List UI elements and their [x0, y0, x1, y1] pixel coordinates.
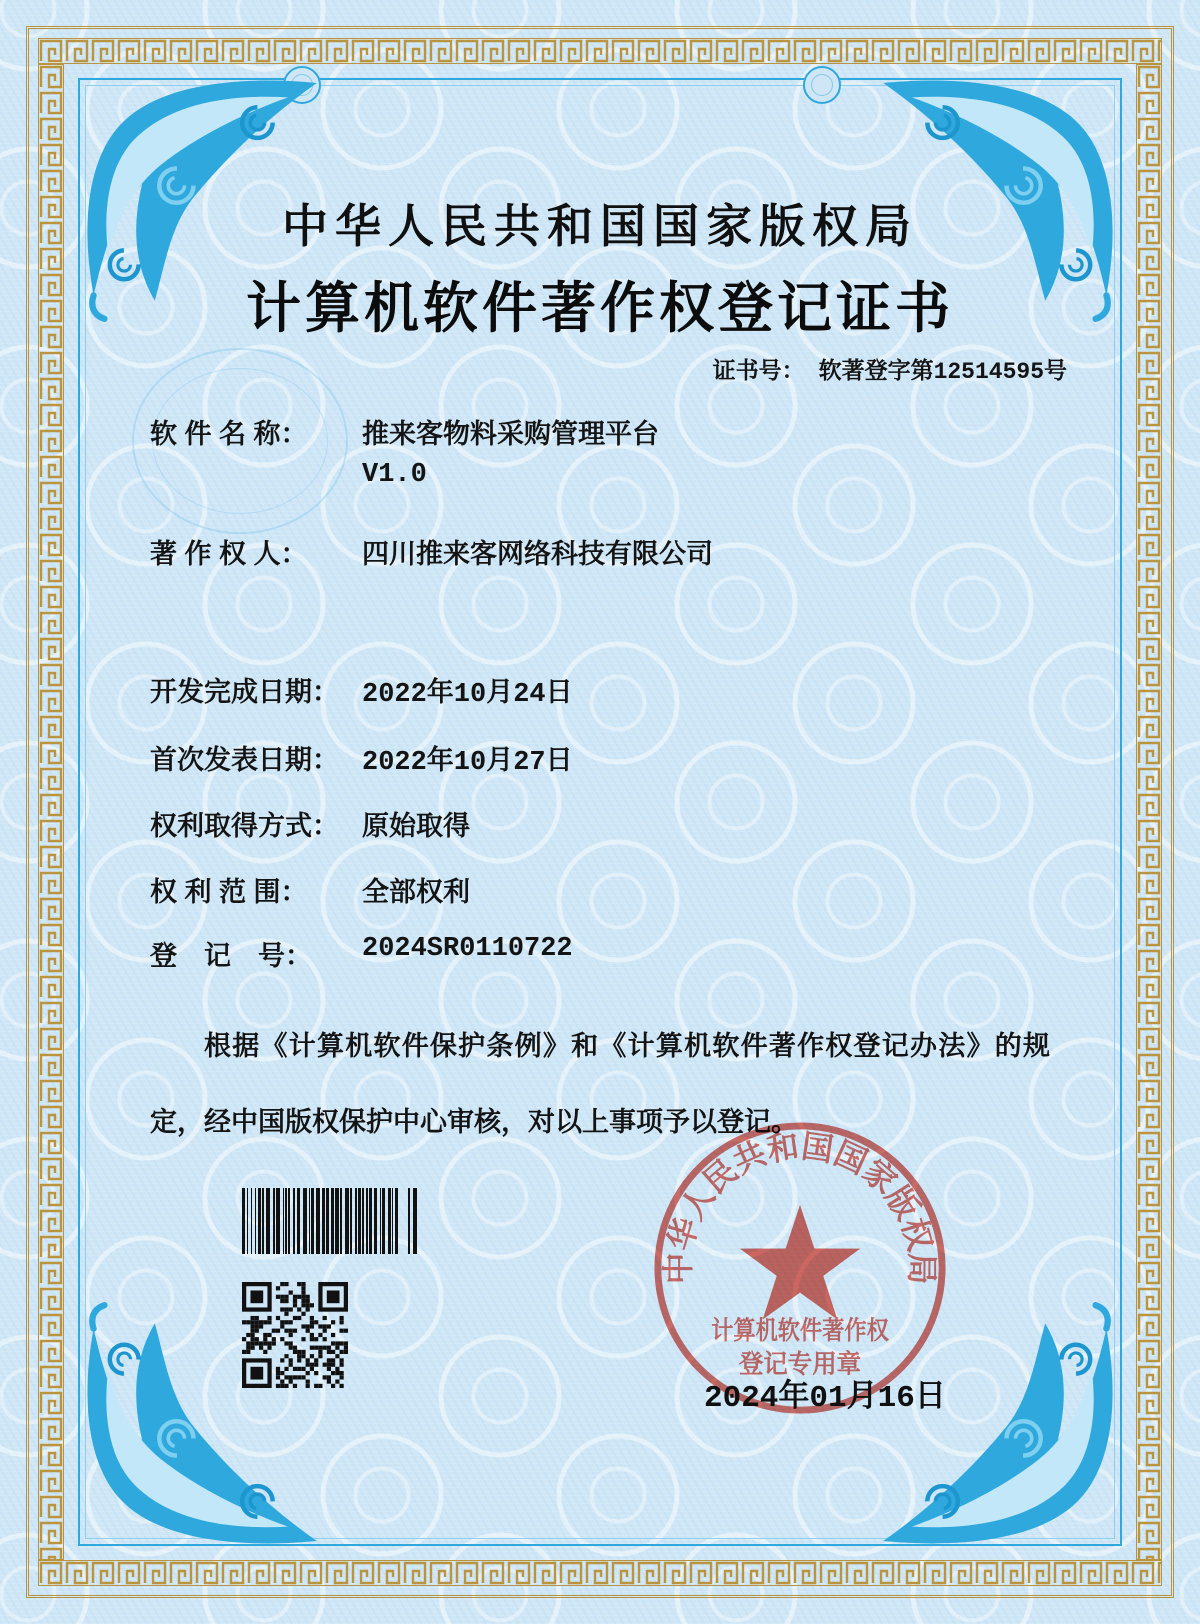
- field-row-rights-scope: [150, 870, 1090, 910]
- issuing-authority-title: 中华人民共和国国家版权局: [282, 201, 918, 252]
- software-version: V1.0: [362, 460, 427, 490]
- field-row-registration-number: [150, 934, 1090, 973]
- field-value: 2022年10月24日: [362, 680, 573, 710]
- field-row-software-name: [150, 412, 1090, 490]
- certificate-number-row: [713, 352, 1067, 385]
- seal-line1: 计算机软件著作权: [711, 1317, 917, 1346]
- field-row-dev-complete-date: [150, 670, 1090, 710]
- field-label: 开发完成日期：: [150, 677, 339, 707]
- registration-statement: 根据《计算机软件保护条例》和《计算机软件著作权登记办法》的规定，经中国版权保护中心审核，对以上事项予以登记。: [150, 1031, 1050, 1137]
- field-value: 原始取得: [362, 814, 470, 844]
- barcode: [242, 1188, 417, 1254]
- field-label: 著 作 权 人：: [150, 539, 308, 569]
- certificate-number-value: 软著登字第12514595号: [818, 359, 1067, 385]
- field-label: 软 件 名 称：: [150, 419, 308, 449]
- seal-ring-text: 中华人民共和国国家版权局: [661, 1128, 939, 1286]
- border-medallion: [803, 66, 841, 104]
- field-row-first-publish-date: [150, 738, 1090, 778]
- qr-code: [242, 1282, 348, 1388]
- field-value: 全部权利: [362, 880, 470, 910]
- field-row-rights-acquisition: [150, 804, 1090, 844]
- field-value: 推来客物料采购管理平台 V1.0: [362, 422, 659, 490]
- issue-date: 2024年01月16日: [704, 1381, 946, 1416]
- meander-border-bottom: [38, 1560, 1162, 1586]
- seal-line2: 登记专用章: [738, 1350, 868, 1379]
- meander-border-top: [38, 38, 1162, 64]
- field-value: 四川推来客网络科技有限公司: [362, 542, 713, 572]
- field-label: 登 记 号：: [150, 941, 312, 971]
- certificate-number-label: 证书号：: [712, 357, 805, 383]
- certificate-title: 计算机软件著作权登记证书: [245, 278, 954, 339]
- field-label: 权利取得方式：: [150, 811, 339, 841]
- seal-star-icon: [740, 1205, 860, 1320]
- field-label: 首次发表日期：: [150, 745, 339, 775]
- field-value: 2022年10月27日: [362, 748, 573, 778]
- field-value: 2024SR0110722: [362, 934, 573, 964]
- field-label: 权 利 范 围：: [150, 877, 308, 907]
- field-row-copyright-owner: [150, 532, 1090, 572]
